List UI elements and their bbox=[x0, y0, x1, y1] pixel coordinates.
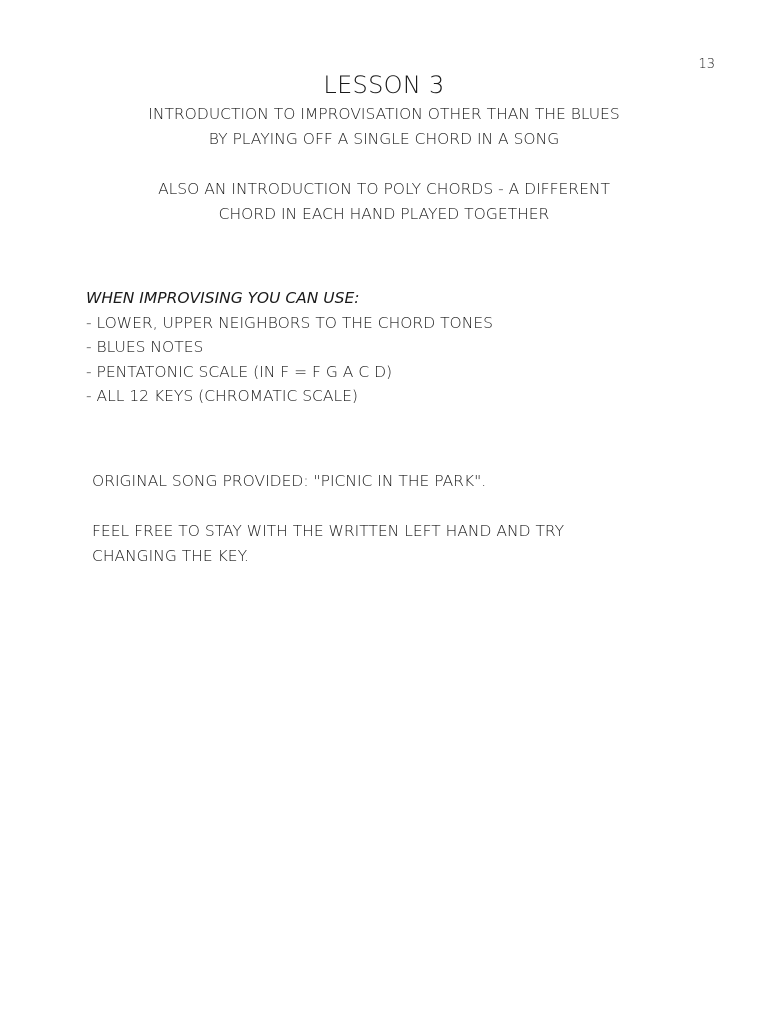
page-number: 13 bbox=[698, 57, 715, 72]
intro-line: INTRODUCTION TO IMPROVISATION OTHER THAN THE BLUES bbox=[148, 105, 620, 123]
list-item: - ALL 12 KEYS (CHROMATIC SCALE) bbox=[86, 387, 358, 405]
intro-line: BY PLAYING OFF A SINGLE CHORD IN A SONG bbox=[208, 130, 560, 148]
poly-line: CHORD IN EACH HAND PLAYED TOGETHER bbox=[218, 205, 550, 223]
poly-line: ALSO AN INTRODUCTION TO POLY CHORDS - A DIFFERENT bbox=[158, 180, 610, 198]
list-item: - PENTATONIC SCALE (IN F = F G A C D) bbox=[86, 362, 393, 381]
lesson-header bbox=[0, 68, 768, 227]
tips-heading: WHEN IMPROVISING YOU CAN USE: bbox=[86, 289, 360, 307]
song-notes bbox=[92, 469, 564, 569]
suggestion-line: CHANGING THE KEY. bbox=[92, 547, 249, 565]
song-line: ORIGINAL SONG PROVIDED: "PICNIC IN THE PARK". bbox=[92, 472, 487, 490]
suggestion-line: FEEL FREE TO STAY WITH THE WRITTEN LEFT HAND AND TRY bbox=[92, 522, 565, 540]
improvising-tips bbox=[86, 286, 493, 409]
lesson-title: LESSON 3 bbox=[323, 71, 445, 99]
poly-chords-block bbox=[0, 177, 768, 227]
list-item: - LOWER, UPPER NEIGHBORS TO THE CHORD TONES bbox=[86, 313, 493, 332]
intro-block bbox=[0, 102, 768, 152]
tips-list bbox=[86, 311, 493, 409]
list-item: - BLUES NOTES bbox=[86, 338, 204, 356]
